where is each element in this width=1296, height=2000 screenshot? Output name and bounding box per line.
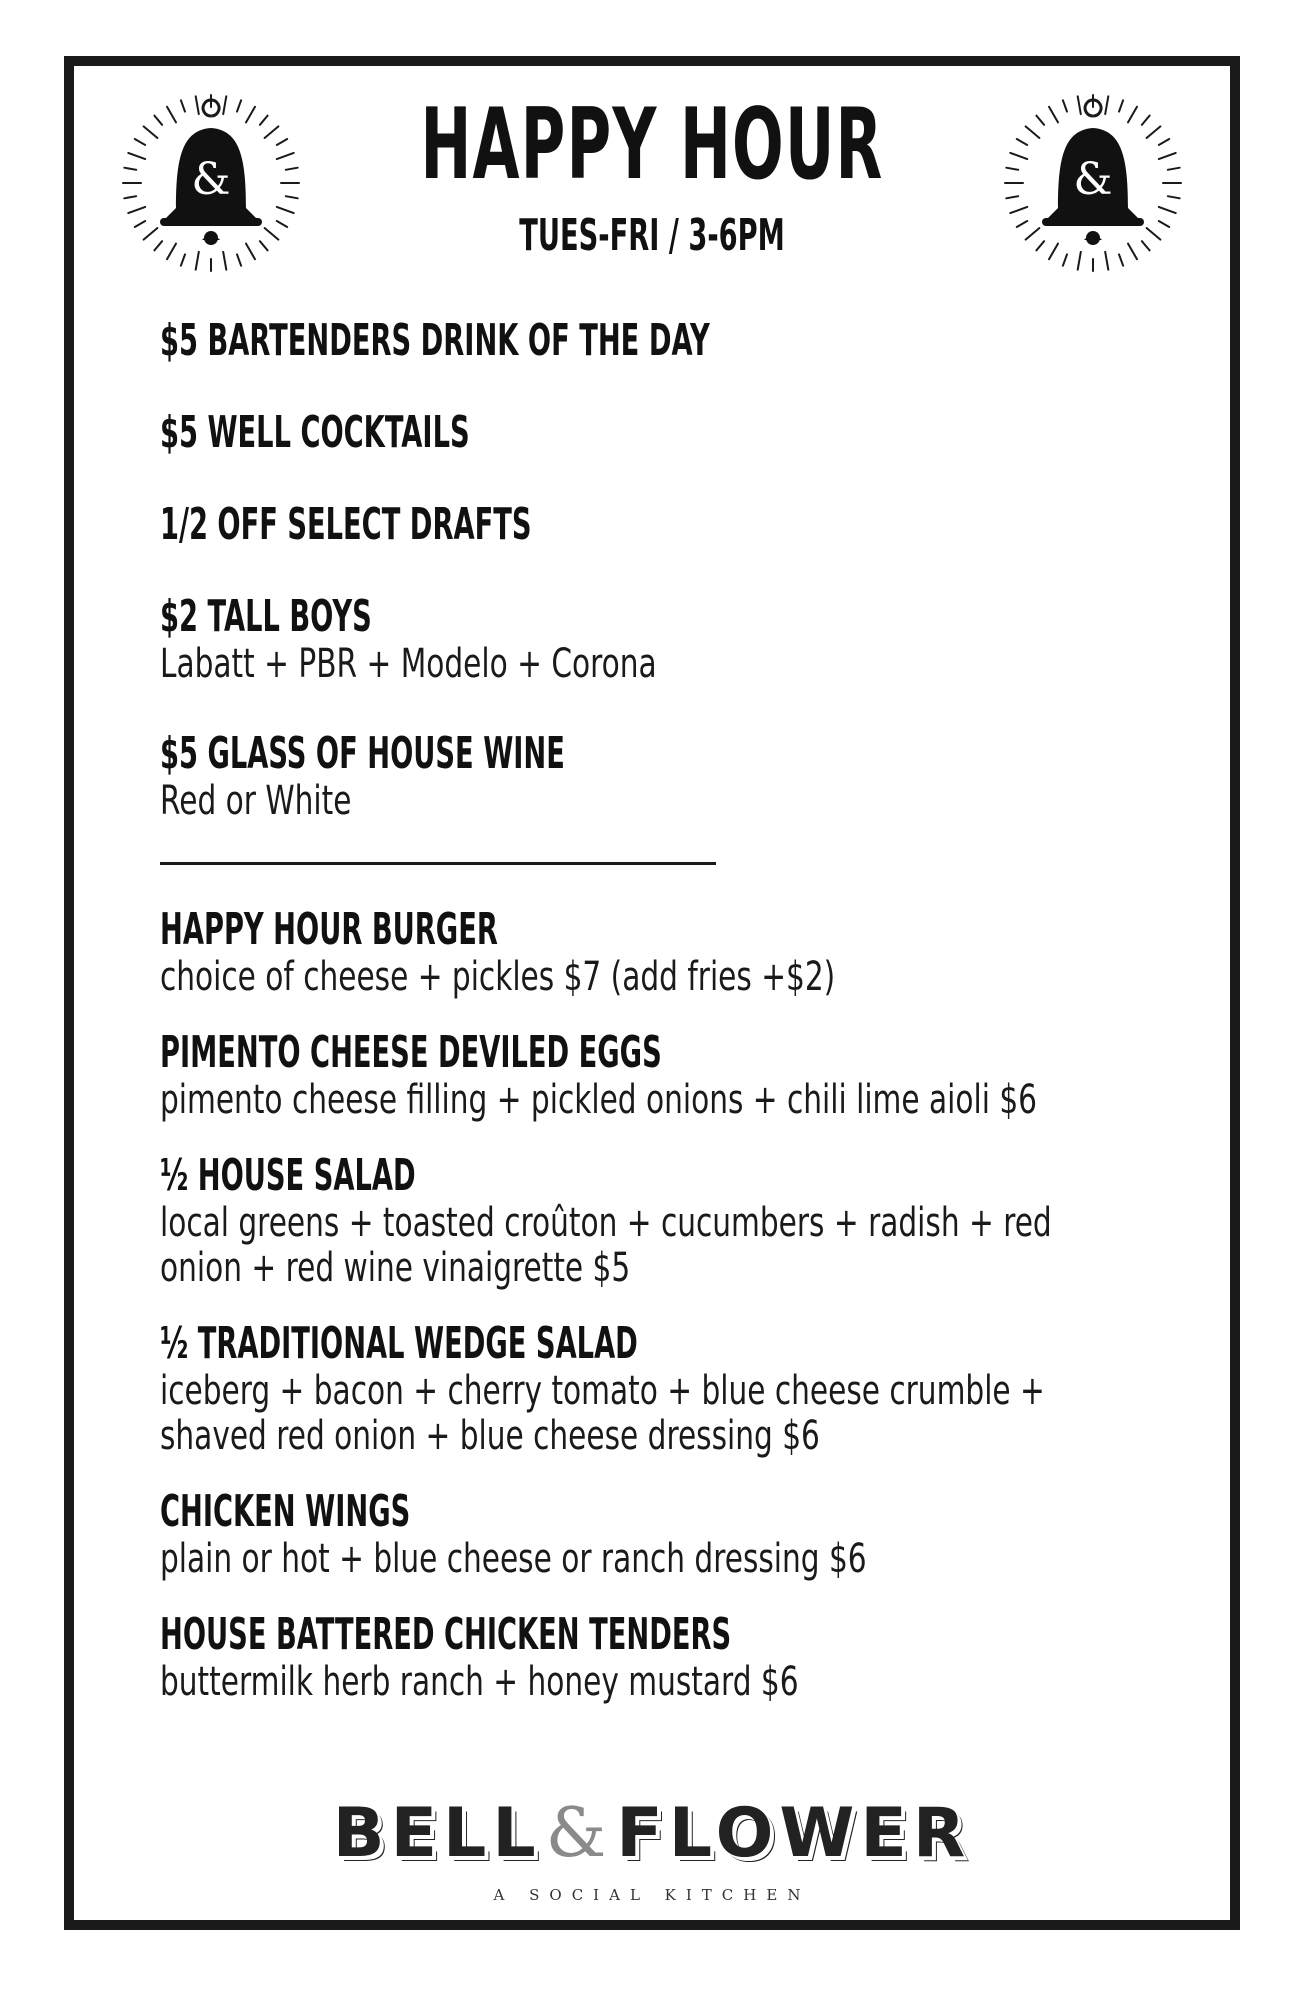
bell-ray bbox=[277, 139, 287, 145]
drink-item bbox=[160, 316, 1190, 366]
item-name: ½ HOUSE SALAD bbox=[160, 1150, 416, 1201]
bell-ray bbox=[1119, 100, 1123, 111]
bell-ray bbox=[1168, 168, 1180, 170]
bell-ray bbox=[246, 244, 255, 260]
bell-ray bbox=[223, 252, 226, 270]
bell-ray bbox=[1049, 107, 1058, 123]
food-item bbox=[160, 1151, 1190, 1291]
bell-ray bbox=[181, 100, 185, 111]
item-name: $5 WELL COCKTAILS bbox=[160, 407, 470, 458]
bell-ray bbox=[1078, 96, 1081, 114]
bell-ray bbox=[196, 252, 199, 270]
bell-ray bbox=[265, 228, 279, 240]
drink-item bbox=[160, 408, 1190, 458]
bell-ray bbox=[1142, 241, 1150, 250]
bell-ray bbox=[246, 107, 255, 123]
brand-word-left: BELL bbox=[332, 1794, 542, 1873]
drink-item bbox=[160, 592, 1190, 687]
bell-emblem-glyph: & bbox=[191, 154, 231, 205]
bell-ray bbox=[1142, 116, 1150, 125]
bell-ray bbox=[1105, 96, 1108, 114]
bell-ray bbox=[196, 96, 199, 114]
brand-word-right: FLOWER bbox=[616, 1794, 972, 1873]
brand-logo bbox=[74, 1794, 1230, 1873]
bell-ray bbox=[1128, 107, 1137, 123]
item-description: plain or hot + blue cheese or ranch dressing $6 bbox=[160, 1536, 867, 1582]
bell-ray bbox=[265, 126, 279, 138]
bell-ray bbox=[154, 241, 162, 250]
bell-ray bbox=[167, 107, 176, 123]
bell-ray bbox=[223, 96, 226, 114]
bell-ray bbox=[1010, 207, 1027, 213]
item-description: choice of cheese + pickles $7 (add fries +$2) bbox=[160, 954, 836, 1000]
bell-ray bbox=[1017, 139, 1027, 145]
bell-ray bbox=[1105, 252, 1108, 270]
item-name: 1/2 OFF SELECT DRAFTS bbox=[160, 499, 532, 550]
bell-ray bbox=[144, 126, 158, 138]
item-description: iceberg + bacon + cherry tomato + blue cheese crumble + shaved red onion + blue cheese dressing $6 bbox=[160, 1368, 1045, 1459]
bell-ray bbox=[128, 153, 145, 159]
bell-ray bbox=[1026, 228, 1040, 240]
bell-ray bbox=[154, 116, 162, 125]
bell-ray bbox=[135, 221, 145, 227]
bell-ray bbox=[1147, 126, 1161, 138]
food-item bbox=[160, 1610, 1190, 1705]
item-name: ½ TRADITIONAL WEDGE SALAD bbox=[160, 1318, 638, 1369]
bell-ray bbox=[277, 153, 294, 159]
schedule-subtitle: TUES-FRI / 3-6PM bbox=[519, 210, 785, 261]
bell-ray bbox=[1078, 252, 1081, 270]
item-name: $5 BARTENDERS DRINK OF THE DAY bbox=[160, 315, 710, 366]
bell-ray bbox=[1147, 228, 1161, 240]
item-description: buttermilk herb ranch + honey mustard $6 bbox=[160, 1659, 799, 1705]
item-name: HAPPY HOUR BURGER bbox=[160, 904, 498, 955]
brand-ampersand: & bbox=[545, 1794, 613, 1873]
bell-ray bbox=[260, 241, 268, 250]
bell-ray bbox=[1010, 153, 1027, 159]
bell-ray bbox=[181, 254, 185, 265]
drink-item bbox=[160, 500, 1190, 550]
bell-ray bbox=[1119, 254, 1123, 265]
bell-ray bbox=[1159, 139, 1169, 145]
item-description: Red or White bbox=[160, 778, 352, 824]
food-item bbox=[160, 1487, 1190, 1582]
item-name: HOUSE BATTERED CHICKEN TENDERS bbox=[160, 1609, 732, 1660]
bell-ray bbox=[1036, 241, 1044, 250]
bell-ray bbox=[1159, 153, 1176, 159]
bell-ray bbox=[167, 244, 176, 260]
bell-ray bbox=[1063, 254, 1067, 265]
menu-frame bbox=[64, 56, 1240, 1930]
item-name: $2 TALL BOYS bbox=[160, 591, 372, 642]
bell-icon bbox=[998, 88, 1188, 278]
section-divider bbox=[160, 862, 716, 865]
brand-tagline: A SOCIAL KITCHEN bbox=[493, 1886, 811, 1904]
bell-ray bbox=[260, 116, 268, 125]
bell-ray bbox=[237, 254, 241, 265]
menu-content bbox=[160, 316, 1190, 1733]
bell-ray bbox=[124, 196, 136, 198]
bell-icon bbox=[116, 88, 306, 278]
bell-ray bbox=[144, 228, 158, 240]
bell-emblem-glyph: & bbox=[1073, 154, 1113, 205]
item-description: Labatt + PBR + Modelo + Corona bbox=[160, 641, 657, 687]
bell-ray bbox=[1159, 207, 1176, 213]
bell-ray bbox=[135, 139, 145, 145]
bell-ray bbox=[277, 207, 294, 213]
bell-ray bbox=[1049, 244, 1058, 260]
bell-ray bbox=[128, 207, 145, 213]
bell-ray bbox=[237, 100, 241, 111]
bell-ray bbox=[277, 221, 287, 227]
food-item bbox=[160, 1028, 1190, 1123]
item-name: CHICKEN WINGS bbox=[160, 1486, 411, 1537]
bell-ray bbox=[1128, 244, 1137, 260]
bell-ray bbox=[124, 168, 136, 170]
bell-ray bbox=[1026, 126, 1040, 138]
item-name: PIMENTO CHEESE DEVILED EGGS bbox=[160, 1027, 662, 1078]
item-description: local greens + toasted croûton + cucumbers + radish + red onion + red wine vinaigrette $5 bbox=[160, 1200, 1052, 1291]
food-item bbox=[160, 905, 1190, 1000]
bell-ray bbox=[1036, 116, 1044, 125]
item-name: $5 GLASS OF HOUSE WINE bbox=[160, 728, 565, 779]
bell-ray bbox=[1006, 196, 1018, 198]
food-item bbox=[160, 1319, 1190, 1459]
bell-ray bbox=[286, 196, 298, 198]
bell-ray bbox=[1063, 100, 1067, 111]
bell-ray bbox=[1017, 221, 1027, 227]
bell-ray bbox=[1159, 221, 1169, 227]
drink-item bbox=[160, 729, 1190, 824]
page-title: HAPPY HOUR bbox=[420, 88, 884, 202]
item-description: pimento cheese filling + pickled onions + chili lime aioli $6 bbox=[160, 1077, 1038, 1123]
bell-ray bbox=[1168, 196, 1180, 198]
